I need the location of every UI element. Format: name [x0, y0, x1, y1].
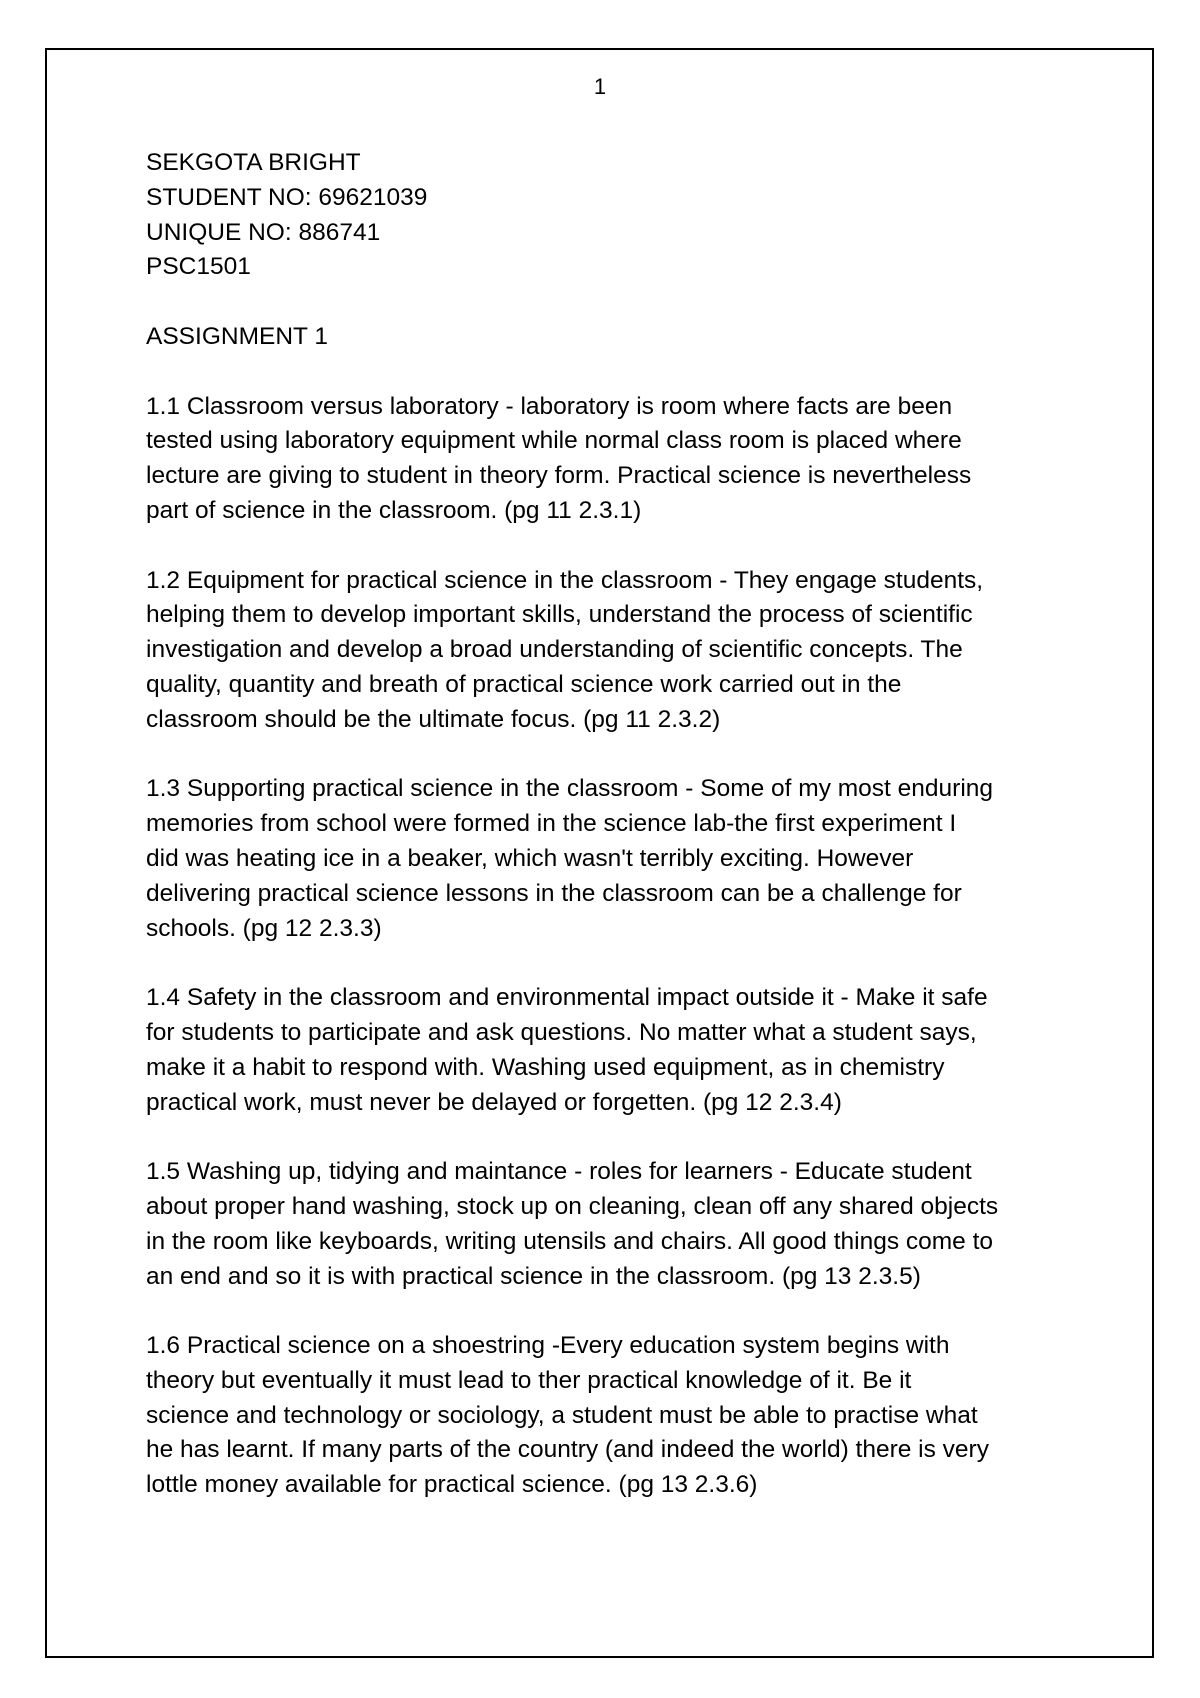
section-line: tested using laboratory equipment while normal class room is placed where	[146, 427, 962, 455]
spacer	[146, 355, 1066, 390]
spacer	[146, 1294, 1066, 1329]
section-line: for students to participate and ask questions. No matter what a student says,	[146, 1018, 977, 1046]
section-line: schools. (pg 12 2.3.3)	[146, 914, 382, 942]
section-line: memories from school were formed in the science lab-the first experiment I	[146, 810, 957, 838]
student-name: SEKGOTA BRIGHT	[146, 149, 361, 176]
section-line: theory but eventually it must lead to ther practical knowledge of it. Be it	[146, 1366, 912, 1394]
section-line: 1.3 Supporting practical science in the classroom - Some of my most enduring	[146, 775, 994, 803]
section-1-4	[146, 981, 1066, 1120]
section-line: delivering practical science lessons in the classroom can be a challenge for	[146, 879, 962, 907]
section-1-2	[146, 564, 1066, 738]
section-line: helping them to develop important skills, understand the process of scientific	[146, 601, 973, 629]
section-1-1	[146, 390, 1066, 529]
document-body	[146, 146, 1066, 1503]
spacer	[146, 738, 1066, 773]
section-line: quality, quantity and breath of practical science work carried out in the	[146, 670, 902, 698]
module-code: PSC1501	[146, 253, 251, 281]
spacer	[146, 285, 1066, 320]
section-1-5	[146, 1155, 1066, 1294]
section-line: classroom should be the ultimate focus. (pg 11 2.3.2)	[146, 705, 721, 733]
section-line: 1.2 Equipment for practical science in the classroom - They engage students,	[146, 566, 984, 594]
spacer	[146, 529, 1066, 564]
section-line: make it a habit to respond with. Washing used equipment, as in chemistry	[146, 1053, 945, 1081]
spacer	[146, 946, 1066, 981]
section-line: in the room like keyboards, writing utensils and chairs. All good things come to	[146, 1227, 994, 1255]
section-line: part of science in the classroom. (pg 11 2.3.1)	[146, 496, 642, 524]
section-line: practical work, must never be delayed or forgetten. (pg 12 2.3.4)	[146, 1088, 842, 1116]
section-line: did was heating ice in a beaker, which wasn't terribly exciting. However	[146, 844, 914, 872]
section-line: lecture are giving to student in theory form. Practical science is nevertheless	[146, 462, 972, 490]
section-line: about proper hand washing, stock up on cleaning, clean off any shared objects	[146, 1192, 999, 1220]
section-line: 1.6 Practical science on a shoestring -Every education system begins with	[146, 1332, 950, 1360]
section-line: 1.1 Classroom versus laboratory - laboratory is room where facts are been	[146, 392, 953, 420]
section-line: he has learnt. If many parts of the country (and indeed the world) there is very	[146, 1436, 989, 1464]
section-line: lottle money available for practical science. (pg 13 2.3.6)	[146, 1471, 758, 1499]
section-line: science and technology or sociology, a student must be able to practise what	[146, 1401, 978, 1429]
spacer	[146, 1120, 1066, 1155]
section-line: 1.5 Washing up, tidying and maintance - roles for learners - Educate student	[146, 1158, 972, 1186]
section-1-3	[146, 772, 1066, 946]
section-line: investigation and develop a broad understanding of scientific concepts. The	[146, 636, 963, 664]
student-number: STUDENT NO: 69621039	[146, 183, 428, 211]
assignment-title: ASSIGNMENT 1	[146, 322, 328, 350]
page-number: 1	[593, 74, 607, 99]
section-line: 1.4 Safety in the classroom and environmental impact outside it - Make it safe	[146, 984, 988, 1012]
section-line: an end and so it is with practical science in the classroom. (pg 13 2.3.5)	[146, 1262, 921, 1290]
unique-number: UNIQUE NO: 886741	[146, 218, 381, 246]
section-1-6	[146, 1329, 1066, 1503]
